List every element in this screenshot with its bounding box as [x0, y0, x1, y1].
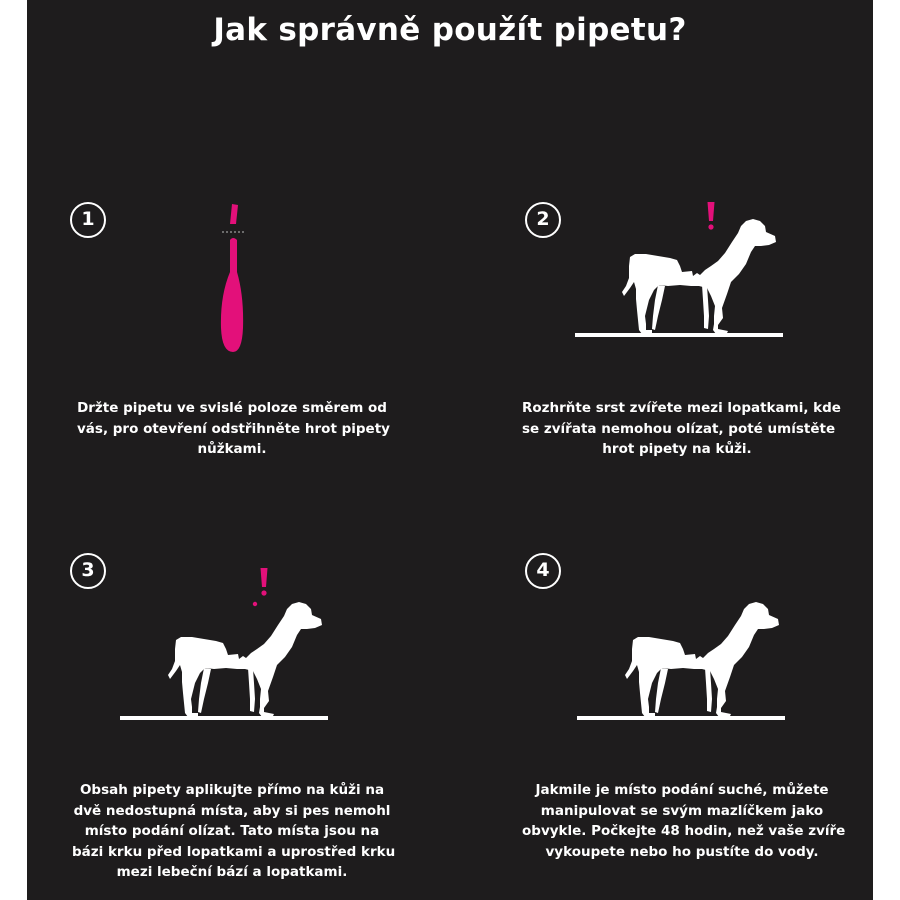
dog-icon — [625, 602, 779, 717]
step-4-number: 4 — [525, 553, 561, 589]
step-1-number: 1 — [70, 202, 106, 238]
page-title: Jak správně použít pipetu? — [213, 12, 687, 48]
step-1-description: Držte pipetu ve svislé poloze směrem od vás, pro otevření odstřihněte hrot pipety nůžkami. — [77, 400, 390, 457]
step-3-number: 3 — [70, 553, 106, 589]
step-2-number: 2 — [525, 202, 561, 238]
ground-line — [577, 716, 785, 720]
step-2-description: Rozhrňte srst zvířete mezi lopatkami, kde se zvířata nemohou olízat, poté umístěte hrot pipety na kůži. — [522, 400, 841, 457]
step-3-description: Obsah pipety aplikujte přímo na kůži na dvě nedostupná místa, aby si pes nemohl místo podání olízat. Tato místa jsou na bázi krku před lopatkami a uprostřed krku mezi lebeční bází a lopatkami. — [72, 782, 396, 880]
step-4-description: Jakmile je místo podání suché, můžete manipulovat se svým mazlíčkem jako obvykle. Počkejte 48 hodin, než vaše zvíře vykoupete nebo ho pustíte do vody. — [522, 782, 846, 860]
